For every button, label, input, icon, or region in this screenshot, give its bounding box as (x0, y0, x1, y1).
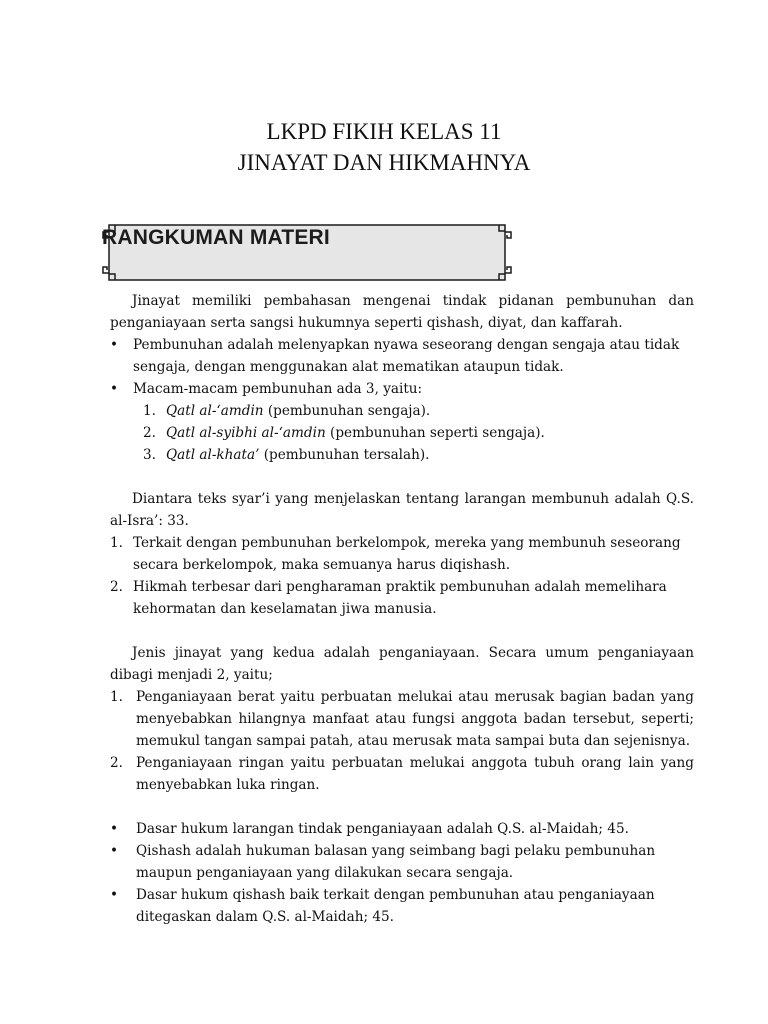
killing-types-list (110, 400, 694, 466)
list-item (110, 686, 694, 752)
item-number: 2. (110, 579, 123, 595)
bullet-list-4 (110, 818, 694, 928)
title-line-1: LKPD FIKIH KELAS 11 (266, 119, 502, 144)
term-desc: (pembunuhan tersalah). (259, 447, 430, 463)
numbered-list-3 (110, 686, 694, 796)
list-item (110, 532, 694, 576)
list-item: • Qishash adalah hukuman balasan yang seimbang bagi pelaku pembunuhan maupun penganiayaan yang dilakukan secara sengaja. (110, 840, 694, 884)
list-item: • Dasar hukum qishash baik terkait dengan pembunuhan atau penganiayaan ditegaskan dalam Q.S. al-Maidah; 45. (110, 884, 694, 928)
numbered-list-2 (110, 532, 694, 620)
list-item (110, 400, 694, 422)
item-text: Hikmah terbesar dari pengharaman praktik pembunuhan adalah memelihara kehormatan dan keselamatan jiwa manusia. (133, 579, 667, 617)
item-text: Terkait dengan pembunuhan berkelompok, mereka yang membunuh seseorang secara berkelompok, maka semuanya harus diqishash. (133, 535, 681, 573)
list-item: • Pembunuhan adalah melenyapkan nyawa seseorang dengan sengaja atau tidak sengaja, dengan menggunakan alat mematikan ataupun tidak. (110, 334, 694, 378)
list-item (110, 576, 694, 620)
term: Qatl al-syibhi al-‘amdin (166, 425, 326, 441)
item-number: 2. (110, 755, 123, 771)
section-banner (101, 223, 513, 282)
document-body (110, 290, 694, 928)
banner-label: RANGKUMAN MATERI (102, 226, 330, 249)
page-title (0, 116, 768, 178)
term: Qatl al-‘amdin (166, 403, 264, 419)
item-number: 1. (143, 403, 156, 419)
list-item (110, 752, 694, 796)
bullet-list-1 (110, 334, 694, 400)
paragraph-2: Diantara teks syar’i yang menjelaskan tentang larangan membunuh adalah Q.S. al-Isra’: 33. (110, 491, 694, 529)
item-text: Penganiayaan ringan yaitu perbuatan melukai anggota tubuh orang lain yang menyebabkan luka ringan. (136, 755, 694, 793)
term-desc: (pembunuhan seperti sengaja). (325, 425, 545, 441)
list-item: • Dasar hukum larangan tindak penganiayaan adalah Q.S. al-Maidah; 45. (110, 818, 694, 840)
item-number: 1. (110, 535, 123, 551)
item-number: 3. (143, 447, 156, 463)
paragraph-3: Jenis jinayat yang kedua adalah penganiayaan. Secara umum penganiayaan dibagi menjadi 2, yaitu; (110, 645, 694, 683)
item-number: 2. (143, 425, 156, 441)
item-text: Penganiayaan berat yaitu perbuatan melukai atau merusak bagian badan yang menyebabkan hilangnya manfaat atau fungsi anggota badan tersebut, seperti; memukul tangan sampai patah, atau merusak mata sampai buta dan sejenisnya. (136, 689, 694, 749)
list-item (110, 422, 694, 444)
title-line-2: JINAYAT DAN HIKMAHNYA (237, 150, 531, 175)
intro-paragraph: Jinayat memiliki pembahasan mengenai tindak pidanan pembunuhan dan penganiayaan serta sangsi hukumnya seperti qishash, diyat, dan kaffarah. (110, 293, 694, 331)
term: Qatl al-khata’ (166, 447, 260, 463)
list-item: • Macam-macam pembunuhan ada 3, yaitu: (110, 378, 694, 400)
item-number: 1. (110, 689, 123, 705)
term-desc: (pembunuhan sengaja). (263, 403, 431, 419)
list-item (110, 444, 694, 466)
